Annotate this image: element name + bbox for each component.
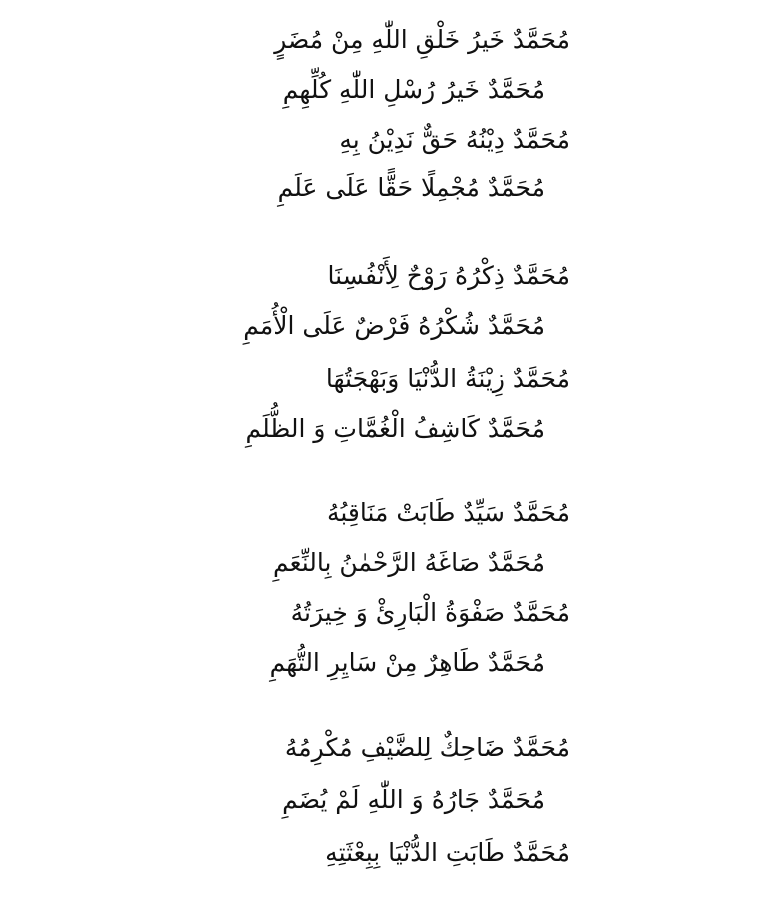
verse-line: مُحَمَّدٌ مُجْمِلًا حَقًّا عَلَى عَلَمِ <box>277 173 545 202</box>
verse-line: مُحَمَّدٌ ذِكْرُهُ رَوْحٌ لِأَنْفُسِنَا <box>327 261 570 290</box>
verse-line: مُحَمَّدٌ شُكْرُهُ فَرْضٌ عَلَى الْأُمَمِ <box>243 311 545 340</box>
verse-line: مُحَمَّدٌ خَيرُ رُسْلِ اللّٰهِ كُلِّهِمِ <box>282 75 545 104</box>
verse-line: مُحَمَّدٌ سَيِّدٌ طَابَتْ مَنَاقِبُهُ <box>326 498 570 527</box>
verse-line: مُحَمَّدٌ جَارُهُ وَ اللّٰهِ لَمْ يُضَمِ <box>282 785 545 814</box>
verse-line: مُحَمَّدٌ طَاهِرٌ مِنْ سَايِرِ التُّهَمِ <box>269 648 545 677</box>
verse-line: مُحَمَّدٌ دِيْنُهُ حَقٌّ نَدِيْنُ بِهِ <box>339 125 570 154</box>
verse-line: مُحَمَّدٌ طَابَتِ الدُّنْيَا بِبِعْثَتِهِ <box>325 838 570 867</box>
verse-line: مُحَمَّدٌ ضَاحِكٌ لِلضَّيْفِ مُكْرِمُهُ <box>284 733 570 762</box>
verse-line: مُحَمَّدٌ زِيْنَةُ الدُّنْيَا وَبَهْجَتُهَا <box>325 364 570 393</box>
verse-line: مُحَمَّدٌ صَاغَهُ الرَّحْمٰنُ بِالنِّعَمِ <box>273 548 545 577</box>
verse-line: مُحَمَّدٌ صَفْوَةُ الْبَارِئْ وَ خِيرَتُهُ <box>290 598 570 627</box>
verse-line: مُحَمَّدٌ خَيرُ خَلْقِ اللّٰهِ مِنْ مُضَرٍ <box>274 25 570 54</box>
verse-line: مُحَمَّدٌ كَاشِفُ الْغُمَّاتِ وَ الظُّلَمِ <box>245 414 545 443</box>
